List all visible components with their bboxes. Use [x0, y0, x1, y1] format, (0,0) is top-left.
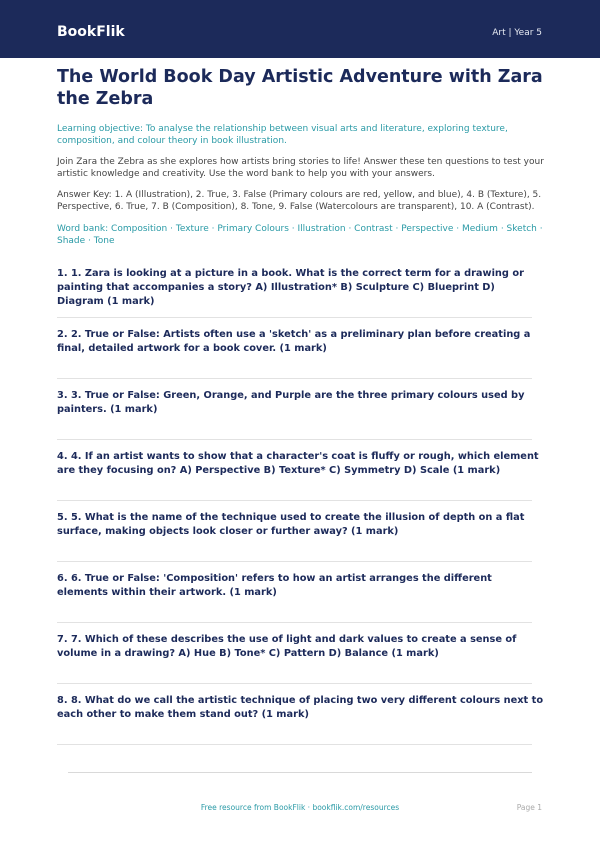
question-item: [57, 328, 545, 389]
answer-line[interactable]: [57, 378, 532, 379]
question-item: [57, 450, 545, 511]
question-text: 8. 8. What do we call the artistic technique of placing two very different colours next to each other to make them stand out? (1 mark): [57, 695, 544, 720]
word-separator: ·: [167, 224, 176, 234]
footer-divider: [68, 772, 532, 773]
page-number: Page 1: [516, 803, 542, 812]
word-separator: ·: [453, 224, 462, 234]
answer-line[interactable]: [57, 744, 532, 745]
answer-line[interactable]: [57, 561, 532, 562]
question-item: [57, 694, 545, 755]
question-text: 2. 2. True or False: Artists often use a 'sketch' as a preliminary plan before creating a final, detailed artwork for a book cover. (1 mark): [57, 329, 531, 354]
question-text: 1. 1. Zara is looking at a picture in a book. What is the correct term for a drawing or painting that accompanies a story? A) Illustration* B) Sculpture C) Blueprint D) Diagram (1 mark): [57, 268, 524, 307]
question-item: [57, 389, 545, 450]
word-bank: [57, 223, 545, 247]
word-separator: ·: [288, 224, 298, 234]
word-bank-item: Texture: [175, 224, 209, 234]
question-text: 5. 5. What is the name of the technique used to create the illusion of depth on a flat surface, making objects look closer or further away? (1 mark): [57, 512, 525, 537]
question-text: 6. 6. True or False: 'Composition' refers to how an artist arranges the different elements within their artwork. (1 mark): [57, 573, 492, 598]
answer-line[interactable]: [57, 317, 532, 318]
learning-objective: Learning objective: To analyse the relationship between visual arts and literature, exploring texture, composition, and colour theory in book illustration.: [57, 124, 508, 146]
page-header: [0, 0, 600, 58]
worksheet-content: [57, 66, 545, 755]
question-item: [57, 633, 545, 694]
word-bank-item: Composition: [111, 224, 168, 234]
word-bank-item: Sketch: [506, 224, 537, 234]
question-list: [57, 267, 545, 755]
word-separator: ·: [208, 224, 218, 234]
word-bank-label: Word bank:: [57, 224, 109, 234]
word-separator: ·: [536, 224, 543, 234]
intro-text: Join Zara the Zebra as she explores how artists bring stories to life! Answer these ten questions to test your artistic knowledge and creativity. Use the word bank to help you with your answers.: [57, 157, 544, 179]
word-bank-item: Tone: [93, 236, 115, 246]
brand-logo[interactable]: BookFlik: [57, 24, 125, 40]
word-bank-item: Primary Colours: [217, 224, 289, 234]
word-bank-words: [57, 224, 543, 246]
page-title: The World Book Day Artistic Adventure with Zara the Zebra: [57, 67, 543, 109]
question-item: [57, 267, 545, 328]
word-bank-item: Illustration: [297, 224, 346, 234]
question-item: [57, 572, 545, 633]
question-text: 3. 3. True or False: Green, Orange, and Purple are the three primary colours used by painters. (1 mark): [57, 390, 525, 415]
footer-credit[interactable]: Free resource from BookFlik · bookflik.com/resources: [200, 803, 400, 812]
word-bank-item: Perspective: [401, 224, 454, 234]
answer-key: Answer Key: 1. A (Illustration), 2. True, 3. False (Primary colours are red, yellow, and blue), 4. B (Texture), 5. Perspective, 6. True, 7. B (Composition), 8. Tone, 9. False (Watercolours are transparent), 10. A (Contrast).: [57, 190, 542, 212]
word-bank-item: Shade: [57, 236, 86, 246]
word-separator: ·: [85, 236, 94, 246]
question-item: [57, 511, 545, 572]
word-bank-item: Medium: [461, 224, 498, 234]
question-text: 4. 4. If an artist wants to show that a character's coat is fluffy or rough, which element are they focusing on? A) Perspective B) Texture* C) Symmetry D) Scale (1 mark): [57, 451, 539, 476]
word-bank-item: Contrast: [354, 224, 393, 234]
answer-line[interactable]: [57, 439, 532, 440]
subject-label: Art | Year 5: [492, 28, 542, 38]
word-separator: ·: [497, 224, 507, 234]
word-separator: ·: [345, 224, 355, 234]
answer-line[interactable]: [57, 683, 532, 684]
answer-line[interactable]: [57, 622, 532, 623]
question-text: 7. 7. Which of these describes the use of light and dark values to create a sense of volume in a drawing? A) Hue B) Tone* C) Pattern D) Balance (1 mark): [57, 634, 517, 659]
word-separator: ·: [392, 224, 402, 234]
answer-line[interactable]: [57, 500, 532, 501]
